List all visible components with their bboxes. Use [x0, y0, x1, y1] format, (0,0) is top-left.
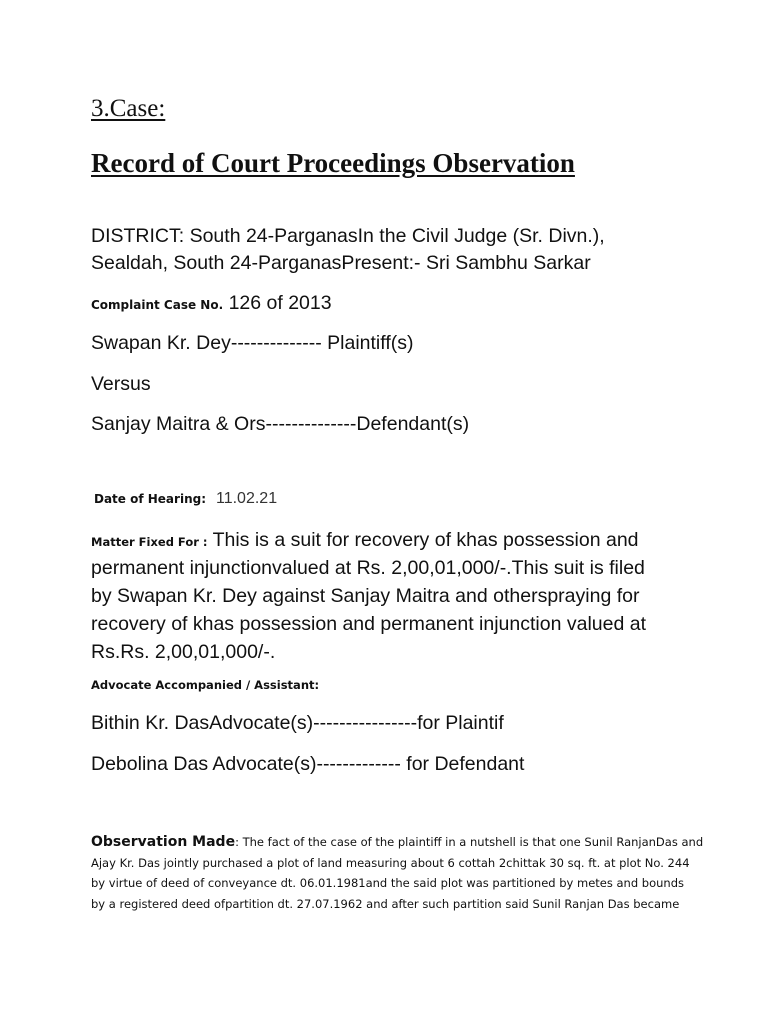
observation-line: Ajay Kr. Das jointly purchased a plot of land measuring about 6 cottah 2chittak 30 sq. ft. at plot No. 244 — [91, 855, 690, 870]
district-line: DISTRICT: South 24-ParganasIn the Civil Judge (Sr. Divn.), — [91, 225, 605, 247]
plaintiff-line: Swapan Kr. Dey-------------- Plaintiff(s) — [91, 332, 414, 354]
matter-line: permanent injunctionvalued at Rs. 2,00,01,000/-.This suit is filed — [91, 557, 645, 579]
complaint-case-number — [91, 290, 332, 319]
case-heading: 3.Case: — [91, 95, 166, 122]
matter-label: Matter Fixed For : — [91, 535, 208, 549]
versus-text: Versus — [91, 373, 151, 395]
matter-line: Rs.Rs. 2,00,01,000/-. — [91, 641, 276, 663]
observation-line — [91, 832, 704, 853]
observation-label: Observation Made — [91, 834, 236, 850]
observation-text: : The fact of the case of the plaintiff in a nutshell is that one Sunil RanjanDas and — [235, 835, 704, 849]
matter-line: recovery of khas possession and permanent injunction valued at — [91, 613, 646, 635]
complaint-case-value: 126 of 2013 — [228, 292, 332, 314]
advocate-defendant-line: Debolina Das Advocate(s)------------- for Defendant — [91, 753, 525, 775]
complaint-case-label: Complaint Case No. — [91, 298, 224, 312]
observation-line: by a registered deed ofpartition dt. 27.07.1962 and after such partition said Sunil Ranjan Das became — [91, 896, 680, 911]
matter-line — [91, 526, 691, 554]
hearing-date-value: 11.02.21 — [216, 490, 278, 507]
matter-fixed-for — [91, 526, 691, 666]
hearing-date-label: Date of Hearing: — [94, 492, 206, 506]
observation-line: by virtue of deed of conveyance dt. 06.01.1981and the said plot was partitioned by metes and bounds — [91, 876, 684, 890]
advocate-plaintiff-line: Bithin Kr. DasAdvocate(s)----------------for Plaintif — [91, 712, 504, 734]
district-line: Sealdah, South 24-ParganasPresent:- Sri Sambhu Sarkar — [91, 252, 591, 274]
matter-text: This is a suit for recovery of khas possession and — [212, 529, 639, 551]
defendant-line: Sanjay Maitra & Ors--------------Defendant(s) — [91, 413, 470, 435]
advocate-label: Advocate Accompanied / Assistant: — [91, 678, 320, 692]
page-title: Record of Court Proceedings Observation — [91, 148, 575, 178]
hearing-date — [94, 490, 277, 508]
observation-section — [91, 832, 704, 914]
matter-line: by Swapan Kr. Dey against Sanjay Maitra and otherspraying for — [91, 585, 640, 607]
